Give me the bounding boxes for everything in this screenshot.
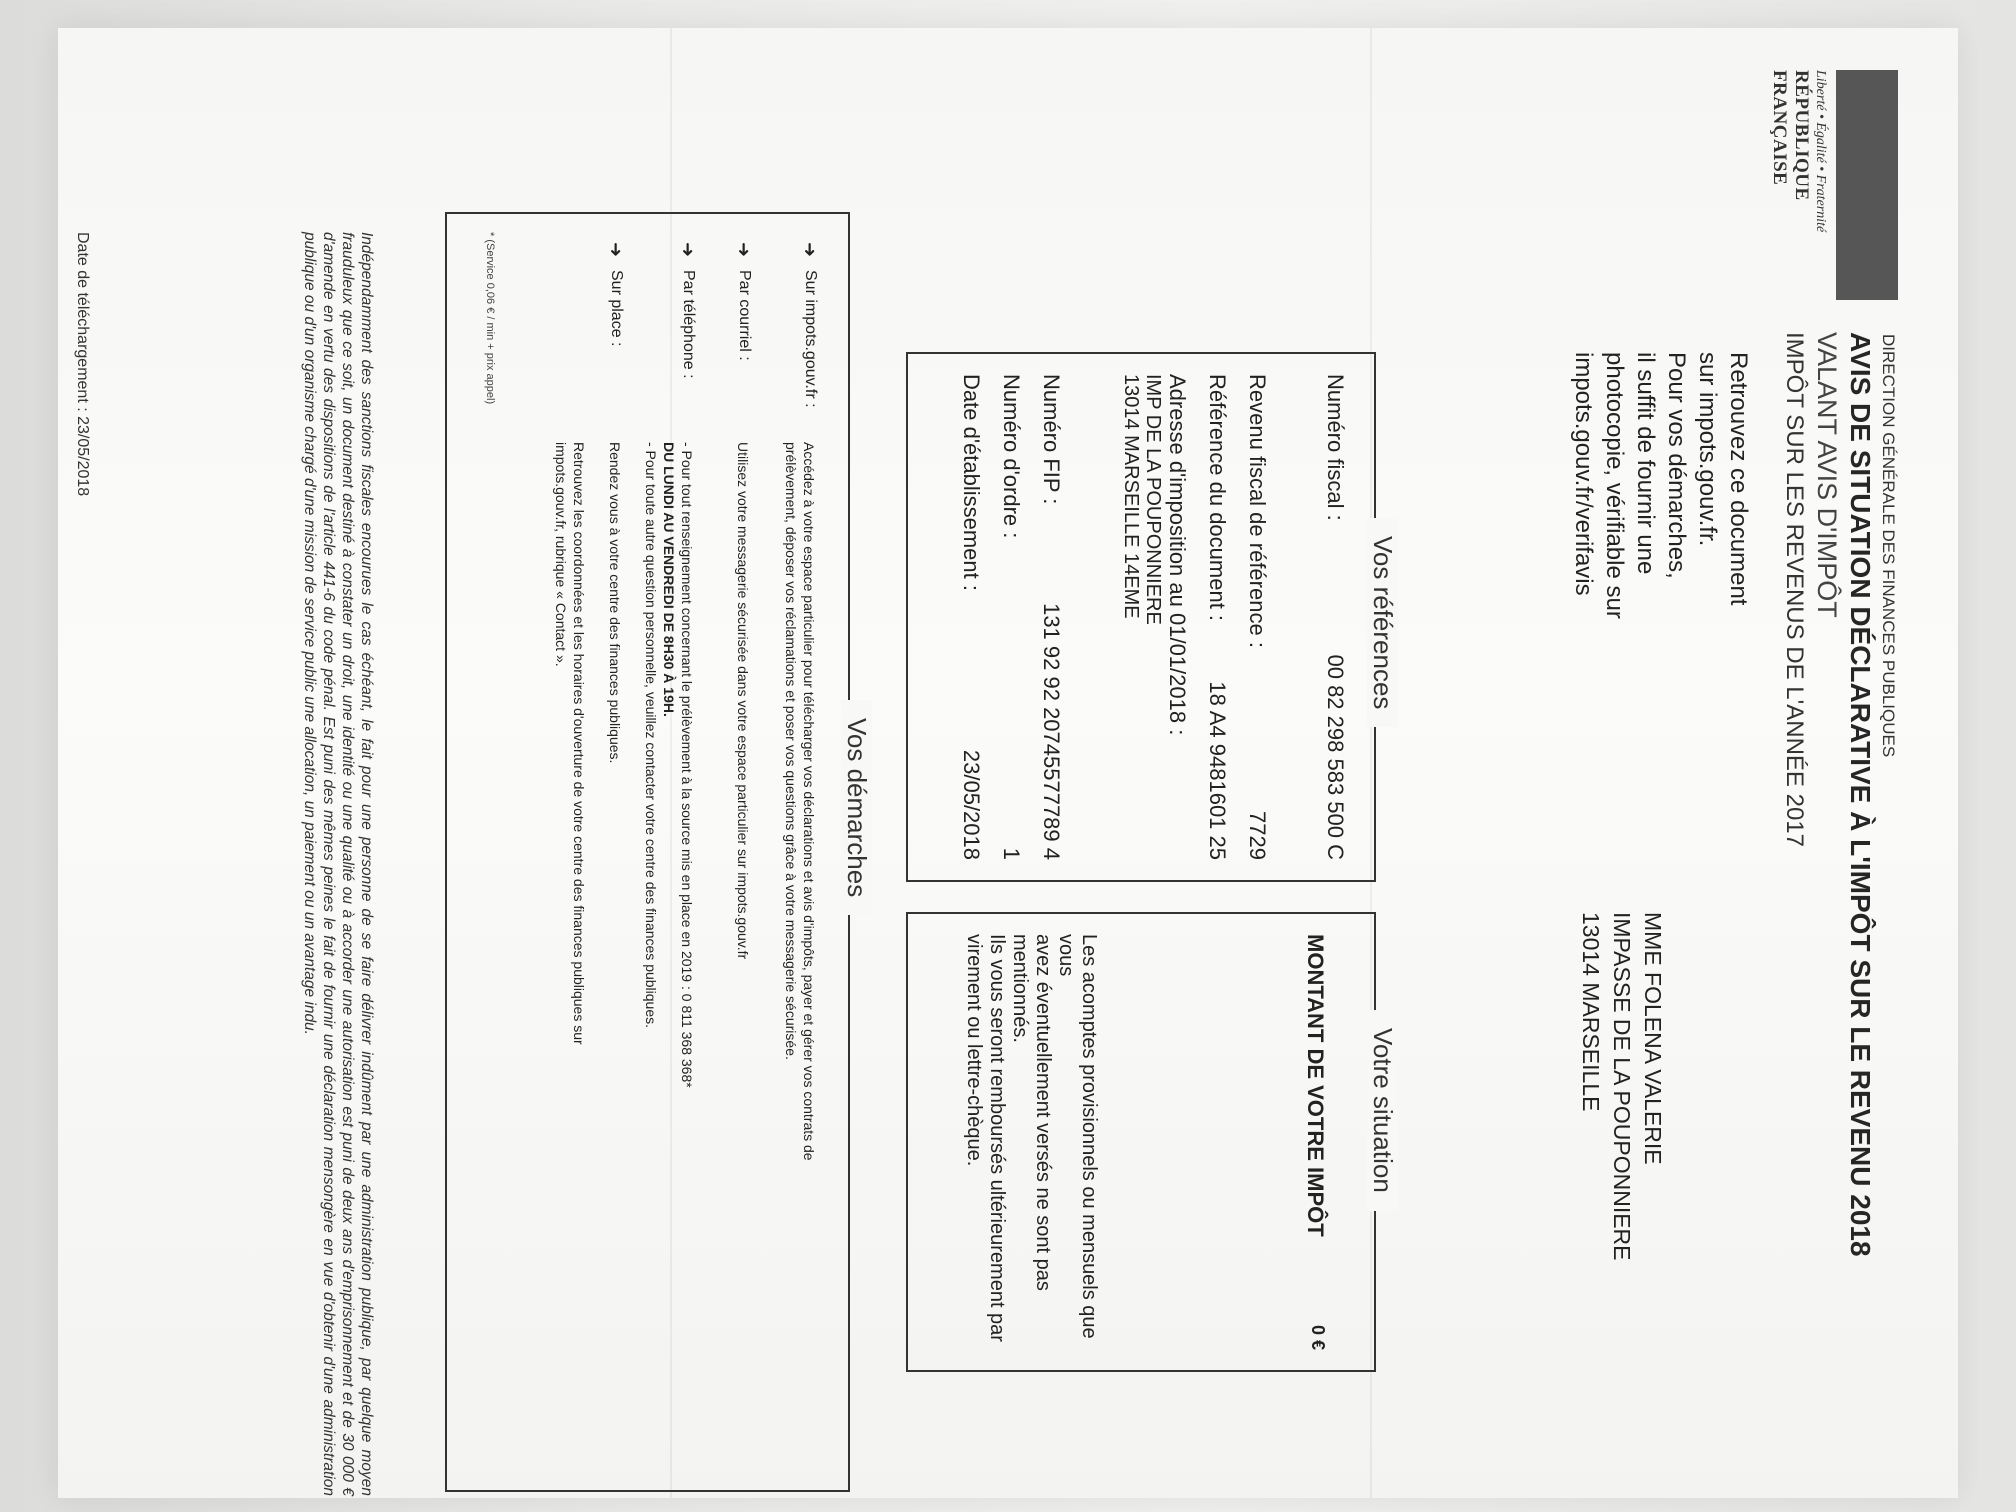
logo-caption — [1768, 70, 1828, 300]
service-footnote: * (Service 0,06 € / min + prix appel) — [484, 232, 496, 405]
numero-fiscal-row — [1320, 374, 1348, 860]
revenu-fiscal-value: 7729 — [1245, 811, 1270, 860]
demarche-text-line — [588, 442, 606, 1472]
reference-document-value: 18 A4 9481601 25 — [1205, 681, 1230, 860]
demarche-text-line: - Pour tout renseignement concernant le prélèvement à la source mis en place en 2019 : 0 811 368 368* — [679, 442, 695, 1088]
retrouvez-note — [1568, 352, 1754, 662]
demarche-site-label: Sur impots.gouv.fr : — [802, 270, 819, 408]
acomptes-note-line: Les acomptes provisionnels ou mensuels que vous — [1055, 934, 1100, 1339]
acomptes-note-line: avez éventuellement versés ne sont pas mentionnés. — [1009, 934, 1054, 1291]
demarche-text-line: Retrouvez les coordonnées et les horaires d'ouverture de votre centre des finances publiques sur — [571, 442, 587, 1045]
date-etablissement-row — [956, 374, 984, 860]
montant-impot-row — [1300, 934, 1328, 1350]
recipient-street: IMPASSE DE LA POUPONNIERE — [1609, 912, 1635, 1261]
situation-title: Votre situation — [1367, 1010, 1398, 1211]
acomptes-note-line: virement ou lettre-chèque. — [963, 934, 985, 1167]
demarche-telephone-label: Par téléphone : — [680, 270, 697, 379]
demarche-text-line: prélèvement, déposer vos réclamations et poser vos questions grâce à votre messagerie sécurisée. — [783, 442, 799, 1060]
acomptes-note-line: Ils vous seront remboursés ultérieurement par — [986, 934, 1008, 1342]
recipient-name: MME FOLENA VALERIE — [1640, 912, 1666, 1165]
demarche-text-line: Accédez à votre espace particulier pour télécharger vos déclarations et avis d'impôts, payer et gérer vos contrats de — [801, 442, 817, 1161]
numero-ordre-value: 1 — [999, 847, 1024, 860]
arrow-icon: ➜ — [606, 242, 626, 258]
montant-impot-label: MONTANT DE VOTRE IMPÔT — [1303, 934, 1328, 1237]
arrow-icon: ➜ — [734, 242, 754, 258]
demarche-text-line: - Pour toute autre question personnelle, veuillez contacter votre centre des finances publiques. — [643, 442, 659, 1029]
revenu-fiscal-row — [1242, 374, 1270, 860]
demarche-courriel-text — [734, 442, 752, 1472]
references-title: Vos références — [1367, 518, 1398, 727]
demarche-text-line: Utilisez votre messagerie sécurisée dans votre espace particulier sur impots.gouv.fr — [735, 442, 751, 960]
retrouvez-line: photocopie, vérifiable sur — [1601, 352, 1628, 619]
demarches-title: Vos démarches — [841, 700, 872, 915]
demarche-text-line: impots.gouv.fr, rubrique « Contact ». — [553, 442, 569, 667]
demarche-sur-place — [526, 242, 626, 1472]
recipient-address — [1575, 912, 1668, 1261]
reference-document-row — [1202, 374, 1230, 860]
adresse-imposition-label: Adresse d'imposition au 01/01/2018 : — [1165, 374, 1190, 736]
retrouvez-line: Pour vos démarches, — [1663, 352, 1690, 579]
demarche-courriel — [714, 242, 754, 1472]
logo-republic: RÉPUBLIQUE FRANÇAISE — [1769, 70, 1812, 201]
arrow-icon: ➜ — [678, 242, 698, 258]
montant-impot-value: 0 € — [1308, 1324, 1328, 1350]
adresse-imposition-line1: IMP DE LA POUPONNIERE — [1142, 374, 1164, 625]
date-etablissement-value: 23/05/2018 — [959, 749, 984, 860]
logo-motto: Liberté • Égalité • Fraternité — [1813, 70, 1828, 233]
demarche-sur-place-label: Sur place : — [608, 270, 625, 347]
reference-document-label: Référence du document : — [1205, 374, 1230, 622]
acomptes-note — [962, 934, 1100, 1350]
demarche-site-text — [782, 442, 818, 1472]
demarche-telephone-text — [642, 442, 696, 1472]
revenu-fiscal-label: Revenu fiscal de référence : — [1245, 374, 1270, 648]
date-etablissement-label: Date d'établissement : — [959, 374, 984, 591]
retrouvez-line: sur impots.gouv.fr. — [1694, 352, 1721, 547]
numero-ordre-row — [996, 374, 1024, 860]
numero-ordre-label: Numéro d'ordre : — [999, 374, 1024, 539]
demarche-text-line: Rendez vous à votre centre des finances publiques. — [607, 442, 623, 764]
demarche-text-line: DU LUNDI AU VENDREDI DE 8H30 À 19H. — [661, 442, 677, 717]
numero-fip-row — [1036, 374, 1064, 860]
numero-fiscal-label: Numéro fiscal : — [1323, 374, 1348, 521]
demarche-sur-place-text — [552, 442, 624, 1472]
arrow-icon: ➜ — [800, 242, 820, 258]
document-subtitle: VALANT AVIS D'IMPÔT — [1812, 332, 1842, 618]
adresse-imposition-line2: 13014 MARSEILLE 14EME — [1120, 374, 1142, 619]
retrouvez-line: il suffit de fournir une — [1632, 352, 1659, 575]
numero-fiscal-value: 00 82 298 583 500 C — [1323, 654, 1348, 860]
demarche-site — [760, 242, 820, 1472]
demarche-courriel-label: Par courriel : — [736, 270, 753, 361]
retrouvez-line: Retrouvez ce document — [1725, 352, 1752, 606]
recipient-city: 13014 MARSEILLE — [1578, 912, 1604, 1112]
legal-notice: Indépendamment des sanctions fiscales encourues le cas échéant, le fait pour une personne de se faire délivrer indûment par une administration publique, par quelque moyen frauduleux que ce soit, un document destiné à constater un droit, une identité ou une qualité ou à accorder une autorisation est puni de deux ans d'emprisonnement et de 30 000 € d'amende en vertu des dispositions de l'article 441-6 du code pénal. Est puni des mêmes peines le fait de fournir une déclaration mensongère en vue d'obtenir d'une administration publique ou d'un organisme chargé d'une mission de service public une allocation, un paiement ou un avantage indu. — [301, 232, 375, 1496]
direction-name: DIRECTION GÉNÉRALE DES FINANCES PUBLIQUES — [1879, 334, 1898, 758]
download-date: Date de téléchargement : 23/05/2018 — [74, 232, 91, 497]
numero-fip-label: Numéro FIP : — [1039, 374, 1064, 505]
tax-year: IMPÔT SUR LES REVENUS DE L'ANNÉE 2017 — [1781, 332, 1808, 847]
demarche-telephone — [634, 242, 698, 1472]
numero-fip-value: 131 92 92 20745577789 4 — [1039, 603, 1064, 860]
marianne-logo — [1836, 70, 1898, 300]
retrouvez-line: impots.gouv.fr/verifavis — [1570, 352, 1597, 596]
document-title: AVIS DE SITUATION DÉCLARATIVE À L'IMPÔT SUR LE REVENU 2018 — [1845, 332, 1876, 1257]
